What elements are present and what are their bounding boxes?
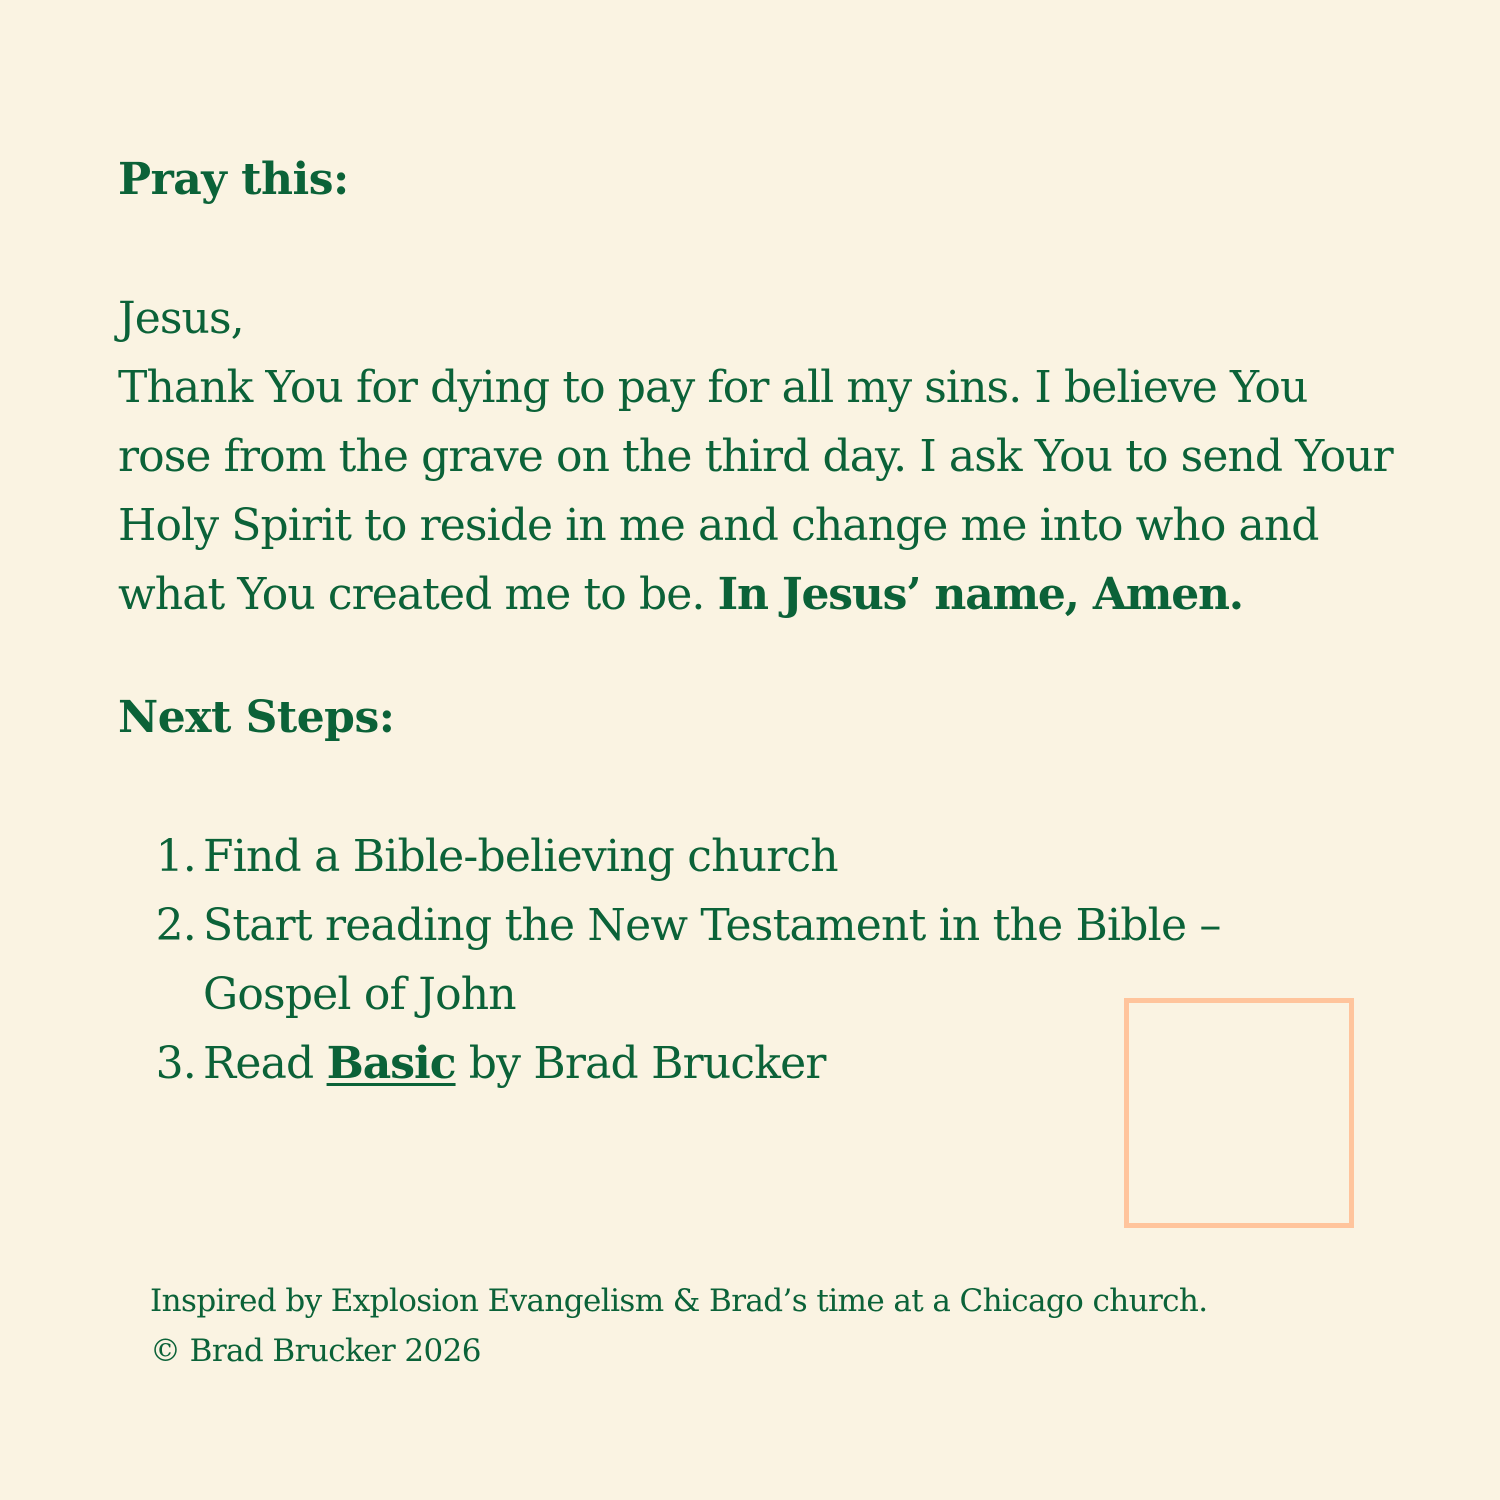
list-item — [118, 822, 1298, 891]
list-item-prefix: Read — [203, 1038, 314, 1089]
prayer-closing: In Jesus’ name, Amen. — [717, 569, 1243, 620]
footer-inspiration: Inspired by Explosion Evangelism & Brad’s time at a Chicago church. — [150, 1283, 1208, 1319]
prayer-body: Thank You for dying to pay for all my sins. I believe You rose from the grave on the third day. I ask You to send Your Holy Spirit to reside in me and change me into who and what You created me to be. — [118, 362, 1393, 620]
footer-copyright: © Brad Brucker 2026 — [150, 1333, 481, 1369]
pray-heading: Pray this: — [118, 154, 349, 205]
basic-book-link[interactable]: Basic — [326, 1038, 456, 1089]
list-item-number: 1. — [155, 831, 196, 882]
list-item — [118, 891, 1298, 1029]
list-item — [118, 1029, 1298, 1098]
footer — [150, 1276, 1400, 1376]
decorative-outline-box — [1124, 998, 1354, 1228]
next-steps-heading: Next Steps: — [118, 692, 395, 743]
list-item-suffix: by Brad Brucker — [468, 1038, 826, 1089]
prayer-text — [118, 284, 1398, 629]
prayer-greeting: Jesus, — [118, 293, 244, 344]
list-item-number: 2. — [155, 900, 196, 951]
list-item-text: Start reading the New Testament in the Bible – Gospel of John — [203, 900, 1221, 1020]
list-item-number: 3. — [155, 1038, 196, 1089]
prayer-paragraph — [118, 353, 1398, 629]
list-item-text: Find a Bible-believing church — [203, 831, 838, 882]
next-steps-list — [118, 822, 1298, 1098]
